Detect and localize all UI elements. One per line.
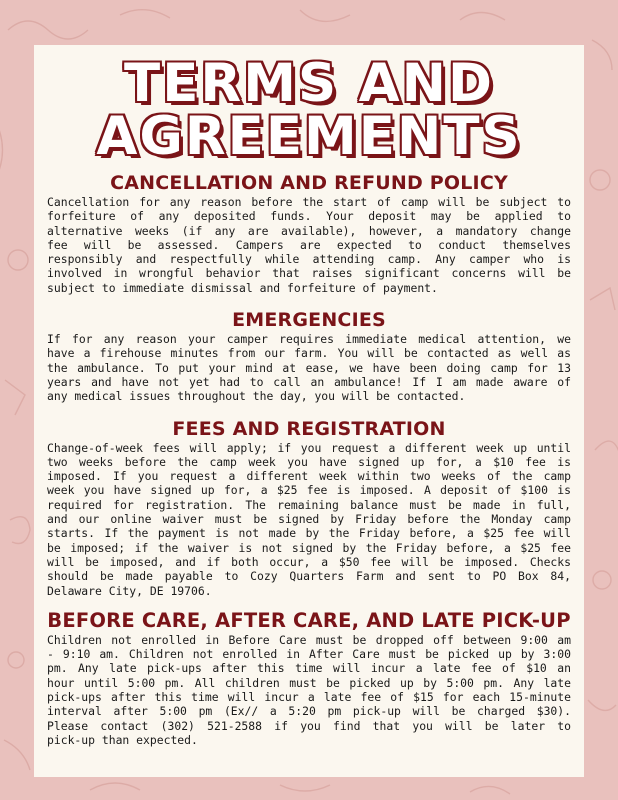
body-line: alternative weeks (if any are available), however, a mandatory change bbox=[47, 223, 571, 238]
body-line: be imposed; if the waiver is not signed by the Friday before, a $25 fee bbox=[47, 540, 571, 555]
body-line: week you have signed up for, a $25 fee is imposed. A deposit of $100 is bbox=[47, 483, 571, 498]
body-line: Please contact (302) 521-2588 if you find that you will be later to bbox=[47, 718, 571, 733]
body-line: will be imposed, and if both occur, a $50 fee will be imposed. Checks bbox=[47, 554, 571, 569]
section-heading: FEES AND REGISTRATION bbox=[172, 417, 446, 440]
document-sheet bbox=[34, 45, 584, 777]
body-line: forfeiture of any deposited funds. Your deposit may be applied to bbox=[47, 209, 571, 224]
body-line: and our online waiver must be signed by Friday before the Monday camp bbox=[47, 512, 571, 527]
page-title bbox=[34, 45, 584, 167]
section-heading: BEFORE CARE, AFTER CARE, AND LATE PICK-UP bbox=[47, 608, 571, 632]
page-title-line-2: AGREEMENTS bbox=[96, 106, 522, 167]
body-line: imposed. If you request a different week within two weeks of the camp bbox=[47, 469, 571, 484]
section-before-after-care bbox=[34, 609, 584, 747]
body-line: Cancellation for any reason before the start of camp will be subject to bbox=[47, 195, 571, 209]
body-line: fee will be assessed. Campers are expected to conduct themselves bbox=[47, 237, 571, 252]
body-line: Change-of-week fees will apply; if you request a different week up until bbox=[47, 440, 571, 455]
section-fees-registration bbox=[34, 417, 584, 598]
body-line: two weeks before the camp week you have signed up for, a $10 fee is bbox=[47, 454, 571, 469]
section-emergencies bbox=[34, 308, 584, 403]
body-line: required for registration. The remaining balance must be made in full, bbox=[47, 497, 571, 512]
body-line: should be made payable to Cozy Quarters Farm and sent to PO Box 84, bbox=[47, 569, 571, 584]
section-body bbox=[47, 441, 571, 598]
body-line: involved in wrongful behavior that raises significant concerns will be bbox=[47, 266, 571, 281]
body-line: the ambulance. To put your mind at ease, we have been doing camp for 13 bbox=[47, 360, 571, 375]
section-cancellation-policy bbox=[34, 171, 584, 295]
page-title-line-1: TERMS AND bbox=[124, 53, 494, 114]
body-line: pm. Any late pick-ups after this time will incur a late fee of $10 an bbox=[47, 661, 571, 676]
body-line: pick-ups after this time will incur a late fee of $15 for each 15-minute bbox=[47, 690, 571, 705]
section-body bbox=[47, 332, 571, 403]
body-line: hour until 5:00 pm. All children must be picked up by 5:00 pm. Any late bbox=[47, 675, 571, 690]
body-line: If for any reason your camper requires immediate medical attention, we bbox=[47, 332, 571, 347]
section-heading: EMERGENCIES bbox=[232, 309, 386, 332]
body-line: starts. If the payment is not made by the Friday before, a $25 fee will bbox=[47, 526, 571, 541]
body-line: - 9:10 am. Children not enrolled in After Care must be picked up by 3:00 bbox=[47, 647, 571, 662]
body-line: Children not enrolled in Before Care must be dropped off between 9:00 am bbox=[47, 632, 571, 647]
body-line: interval after 5:00 pm (Ex// a 5:20 pm pick-up will be charged $30). bbox=[47, 704, 571, 719]
body-line: have a firehouse minutes from our farm. You will be contacted as well as bbox=[47, 346, 571, 361]
body-line: subject to immediate dismissal and forfeiture of payment. bbox=[47, 280, 438, 295]
body-line: Delaware City, DE 19706. bbox=[47, 583, 212, 598]
section-body bbox=[47, 195, 571, 295]
body-line: years and have not yet had to call an ambulance! If I am made aware of bbox=[47, 374, 571, 389]
body-line: responsibly and respectfully while attending camp. Any camper who is bbox=[47, 252, 571, 267]
section-heading: CANCELLATION AND REFUND POLICY bbox=[110, 172, 508, 194]
body-line: any medical issues throughout the day, you will be contacted. bbox=[47, 389, 466, 404]
section-body bbox=[47, 633, 571, 747]
body-line: pick-up than expected. bbox=[47, 732, 198, 747]
